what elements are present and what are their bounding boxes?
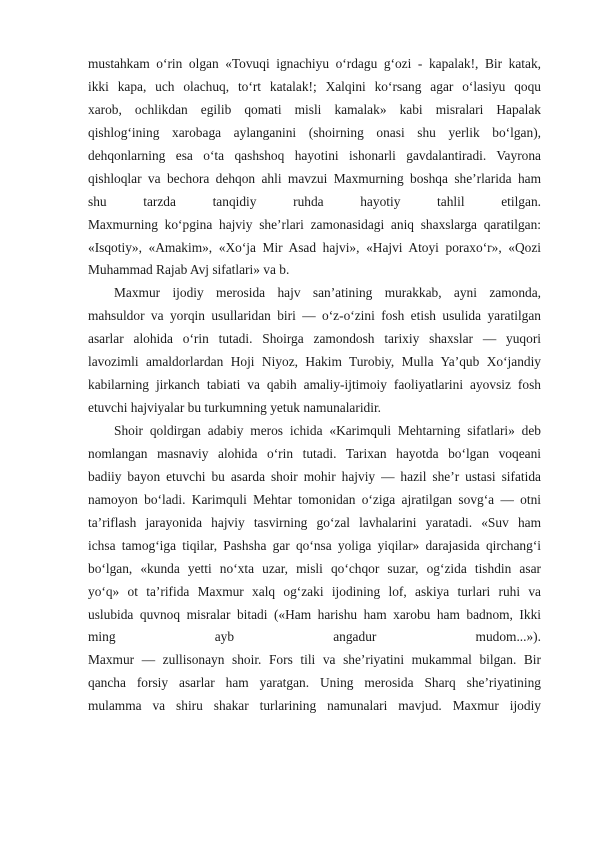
text-line: badiiy bayon etuvchi bu asarda shoir mohir hajviy — hazil she’r ustasi sifatida	[88, 468, 541, 484]
text-line: Muhammad Rajab Avj sifatlari» va b.	[88, 262, 290, 278]
text-line: qancha forsiy asarlar ham yaratgan. Uning merosida Sharq she’riyatining	[88, 675, 541, 691]
paragraph-first-line: Shoir qoldirgan adabiy meros ichida «Karimquli Mehtarning sifatlari» deb	[114, 423, 541, 438]
text-line: Maxmur — zullisonayn shoir. Fors tili va she’riyatini mukammal bilgan. Bir	[88, 652, 541, 668]
text-line: etuvchi hajviyalar bu turkumning yetuk namunalaridir.	[88, 400, 382, 416]
text-line: lavozimli amaldorlardan Hoji Niyoz, Hakim Turobiy, Mulla Ya’qub Xo‘jandiy	[88, 354, 541, 370]
document-body-text	[88, 53, 541, 718]
text-line: Maxmurning ko‘pgina hajviy she’rlari zamonasidagi aniq shaxslarga qaratilgan:	[88, 216, 541, 232]
text-line: yo‘q» ot ta’rifida Maxmur xalq og‘zaki ijodining lof, askiya turlari ruhi va	[88, 583, 541, 599]
paragraph-first-line: Maxmur ijodiy merosida hajv san’atining murakkab, ayni zamonda,	[114, 285, 541, 301]
text-line: kabilarning jirkanch tabiati va qabih amaliy-ijtimoiy faoliyatlarini ayovsiz fosh	[88, 377, 541, 393]
text-line: qishlog‘ining xarobaga aylanganini (shoirning onasi shu yerlik bo‘lgan),	[88, 124, 541, 140]
text-line: namoyon bo‘ladi. Karimquli Mehtar tomonidan o‘ziga ajratilgan sovg‘a — otni	[88, 491, 541, 507]
text-line: mulamma va shiru shakar turlarining namunalari mavjud. Maxmur ijodiy	[88, 698, 541, 714]
text-line: ichsa tamog‘iga tiqilar, Pashsha gar qo‘nsa yoliga yiqilar» darajasida qirchang‘i	[88, 537, 541, 553]
text-line: qishloqlar va bechora dehqon ahli mavzui Maxmurning boshqa she’rlarida ham	[88, 170, 541, 186]
text-line: uslubida quvnoq misralar bitadi («Ham harishu ham xarobu ham badnom, Ikki	[88, 606, 541, 622]
text-line: mustahkam o‘rin olgan «Tovuqi ignachiyu o‘rdagu g‘ozi - kapalak!, Bir katak,	[88, 56, 541, 71]
text-line: shu tarzda tanqidiy ruhda hayotiy tahlil etilgan.	[88, 193, 541, 209]
text-line: dehqonlarning esa o‘ta qashshoq hayotini ishonarli gavdalantiradi. Vayrona	[88, 147, 541, 163]
text-line: ikki kapa, uch olachuq, to‘rt katalak!; Xalqini ko‘rsang agar o‘lasiyu qoqu	[88, 78, 541, 94]
text-line: «Isqotiy», «Amakim», «Xo‘ja Mir Asad hajvi», «Hajvi Atoyi poraxo‘r», «Qozi	[88, 239, 541, 255]
text-line: asarlar alohida o‘rin tutadi. Shoirga zamondosh tarixiy shaxslar — yuqori	[88, 331, 541, 347]
text-line: xarob, ochlikdan egilib qomati misli kamalak» kabi misralari Hapalak	[88, 101, 541, 117]
text-line: bo‘lgan, «kunda yetti no‘xta uzar, misli qo‘chqor suzar, og‘zida tishdin asar	[88, 560, 541, 576]
text-line: ming ayb angadur mudom...»).	[88, 629, 541, 645]
text-line: ta’riflash jarayonida hajviy tasvirning go‘zal lavhalarini yaratadi. «Suv ham	[88, 514, 541, 530]
text-line: mahsuldor va yorqin usullaridan biri — o‘z-o‘zini fosh etish usulida yaratilgan	[88, 308, 541, 324]
text-line: nomlangan masnaviy alohida o‘rin tutadi. Tarixan hayotda bo‘lgan voqeani	[88, 445, 541, 461]
